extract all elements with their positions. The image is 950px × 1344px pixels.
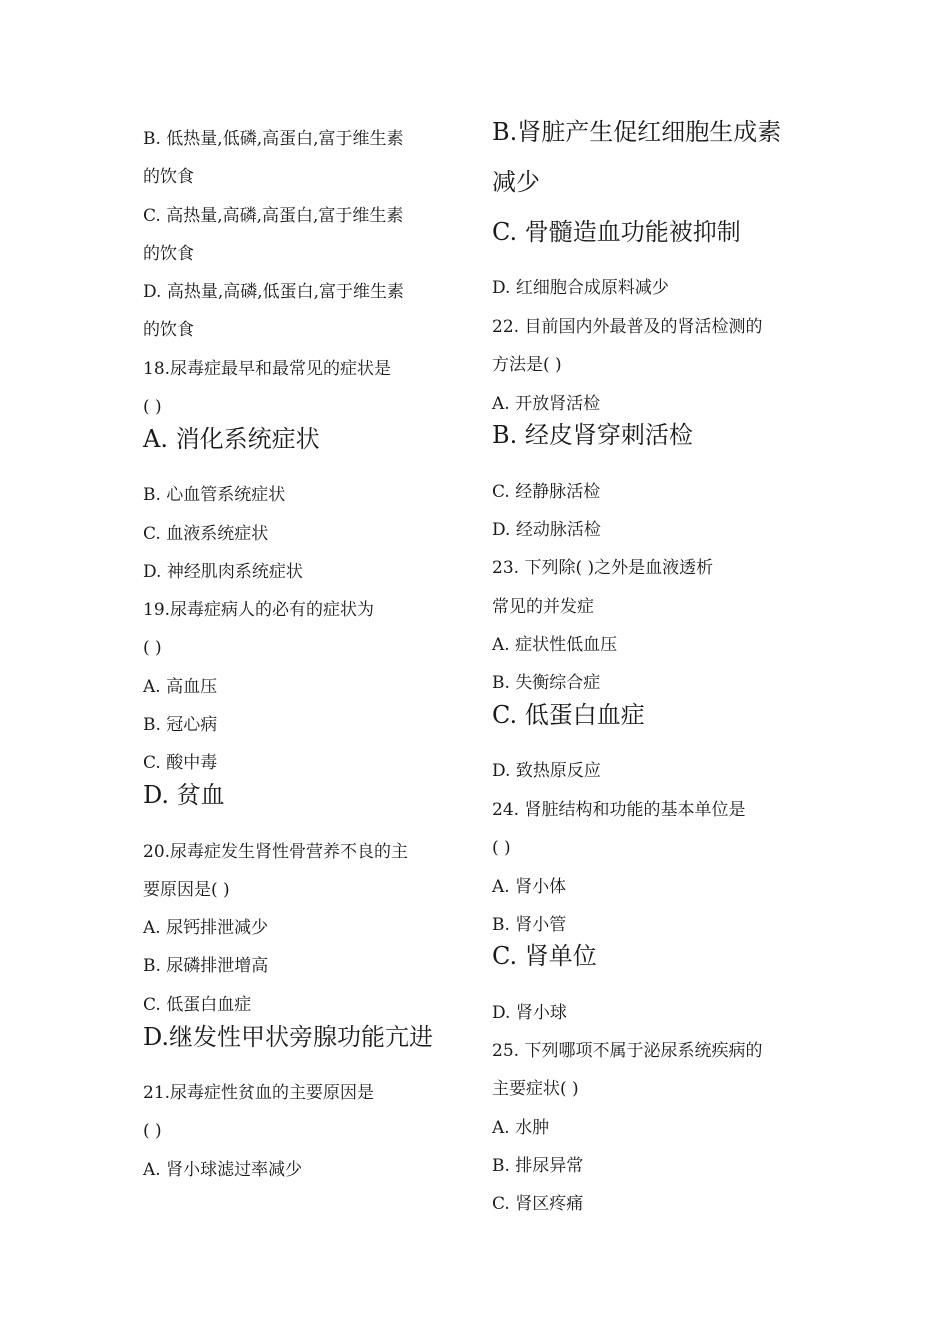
q21-stem: 21.尿毒症性贫血的主要原因是 (143, 1083, 375, 1103)
q18-option-c: C. 血液系统症状 (143, 524, 269, 544)
q20-option-d: D.继发性甲状旁腺功能亢进 (143, 1023, 434, 1051)
q21-option-d: D. 红细胞合成原料减少 (492, 278, 669, 298)
q19-stem: 19.尿毒症病人的必有的症状为 (143, 600, 375, 620)
q24-option-a: A. 肾小体 (492, 877, 567, 897)
q23-option-b: B. 失衡综合症 (492, 673, 601, 693)
q24-option-b: B. 肾小管 (492, 915, 567, 935)
q24-stem: 24. 肾脏结构和功能的基本单位是 (492, 800, 746, 820)
q19-option-d: D. 贫血 (143, 781, 225, 809)
q22-option-d: D. 经动脉活检 (492, 520, 601, 540)
q18-option-b: B. 心血管系统症状 (143, 485, 286, 505)
q21-stem-blank: ( ) (143, 1121, 162, 1141)
q25-stem-cont: 主要症状( ) (492, 1079, 579, 1099)
q22-stem-cont: 方法是( ) (492, 355, 562, 375)
q22-option-b: B. 经皮肾穿刺活检 (492, 421, 693, 449)
q20-option-b: B. 尿磷排泄增高 (143, 956, 269, 976)
q25-option-b: B. 排尿异常 (492, 1156, 584, 1176)
q17-option-b-cont: 的饮食 (143, 167, 194, 187)
q21-option-b-cont: 减少 (492, 168, 540, 196)
q23-option-a: A. 症状性低血压 (492, 635, 618, 655)
q22-option-c: C. 经静脉活检 (492, 482, 601, 502)
q20-stem-cont: 要原因是( ) (143, 880, 230, 900)
q19-option-b: B. 冠心病 (143, 715, 218, 735)
q21-option-c: C. 骨髓造血功能被抑制 (492, 218, 741, 246)
q25-option-c: C. 肾区疼痛 (492, 1194, 584, 1214)
q22-stem: 22. 目前国内外最普及的肾活检测的 (492, 317, 763, 337)
q17-option-b: B. 低热量,低磷,高蛋白,富于维生素 (143, 129, 404, 149)
q25-option-a: A. 水肿 (492, 1118, 550, 1138)
q24-option-c: C. 肾单位 (492, 942, 597, 970)
q18-stem: 18.尿毒症最早和最常见的症状是 (143, 359, 392, 379)
q18-option-a: A. 消化系统症状 (143, 425, 320, 453)
q23-option-c: C. 低蛋白血症 (492, 701, 645, 729)
q20-stem: 20.尿毒症发生肾性骨营养不良的主 (143, 842, 409, 862)
q17-option-d: D. 高热量,高磷,低蛋白,富于维生素 (143, 282, 405, 302)
q24-stem-blank: ( ) (492, 838, 511, 858)
q21-option-b: B.肾脏产生促红细胞生成素 (492, 118, 782, 146)
q22-option-a: A. 开放肾活检 (492, 394, 601, 414)
q23-stem-cont: 常见的并发症 (492, 597, 594, 617)
q25-stem: 25. 下列哪项不属于泌尿系统疾病的 (492, 1041, 763, 1061)
q21-option-a: A. 肾小球滤过率减少 (143, 1160, 303, 1180)
q17-option-c-cont: 的饮食 (143, 244, 194, 264)
q20-option-c: C. 低蛋白血症 (143, 995, 252, 1015)
q19-option-c: C. 酸中毒 (143, 753, 218, 773)
q19-stem-blank: ( ) (143, 638, 162, 658)
q24-option-d: D. 肾小球 (492, 1003, 567, 1023)
q23-option-d: D. 致热原反应 (492, 761, 601, 781)
q19-option-a: A. 高血压 (143, 677, 218, 697)
q23-stem: 23. 下列除( )之外是血液透析 (492, 558, 714, 578)
q17-option-c: C. 高热量,高磷,高蛋白,富于维生素 (143, 206, 404, 226)
q20-option-a: A. 尿钙排泄减少 (143, 918, 269, 938)
q17-option-d-cont: 的饮食 (143, 320, 194, 340)
q18-option-d: D. 神经肌肉系统症状 (143, 562, 303, 582)
q18-stem-blank: ( ) (143, 397, 162, 417)
